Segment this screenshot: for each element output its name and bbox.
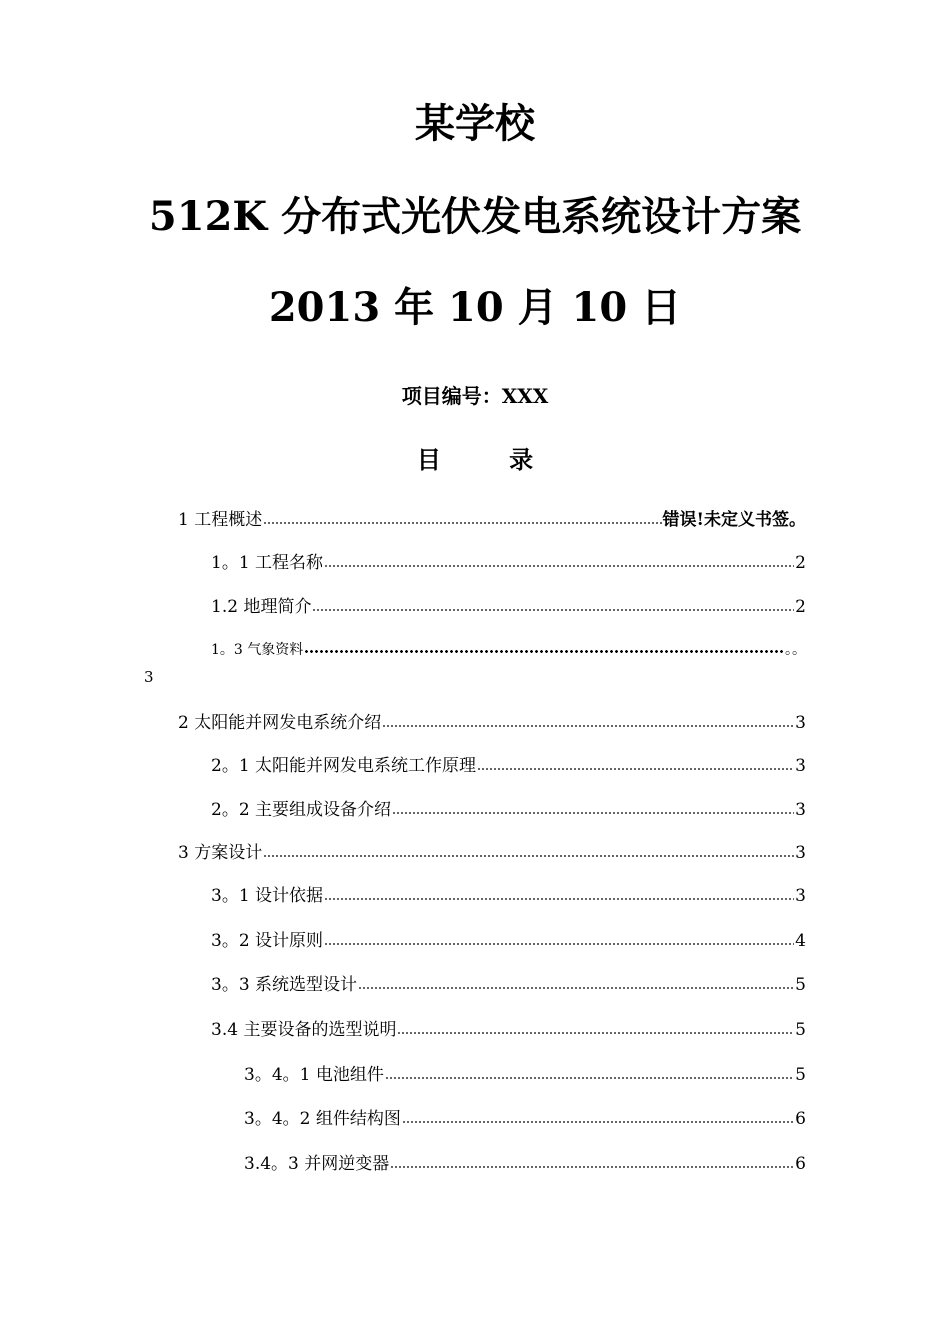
toc-entry-page: 2 — [795, 597, 806, 617]
toc-entry-label: 1。1 工程名称 — [211, 553, 324, 573]
toc-entry-page: 6 — [795, 1109, 806, 1129]
project-number: 项目编号：XXX — [401, 384, 549, 408]
toc-leader-dots — [477, 757, 794, 771]
toc-entry-label: 3。3 系统选型设计 — [211, 975, 358, 995]
toc-leader-dots — [358, 976, 794, 990]
toc-entry[interactable] — [211, 592, 806, 617]
toc-leader-dots — [402, 1110, 794, 1124]
toc-entry[interactable] — [178, 505, 806, 530]
toc-leader-dots — [324, 554, 794, 568]
toc-leader-dots — [397, 1021, 794, 1035]
toc-entry[interactable] — [211, 795, 806, 820]
toc-entry-page: 3 — [795, 713, 806, 733]
document-date: 2013 年 10 月 10 日 — [268, 284, 682, 331]
toc-entry-label: 2。2 主要组成设备介绍 — [211, 800, 392, 820]
toc-leader-dots — [392, 801, 794, 815]
toc-entry-label: 2 太阳能并网发电系统介绍 — [178, 713, 382, 733]
toc-leader-dots — [382, 714, 794, 728]
toc-entry[interactable] — [211, 639, 806, 659]
toc-entry-page: 3 — [795, 800, 806, 820]
toc-leader-dots — [263, 844, 794, 858]
toc-entry-label: 3。4。1 电池组件 — [244, 1065, 384, 1085]
toc-entry-label: 3。4。2 组件结构图 — [244, 1109, 401, 1129]
toc-entry-wrapped-page: 3 — [144, 668, 154, 686]
toc-entry-page: 5 — [795, 1020, 806, 1040]
toc-leader-dots — [390, 1155, 794, 1169]
toc-leader-dots — [324, 932, 794, 946]
toc-entry-page: 5 — [795, 975, 806, 995]
toc-leader-dots — [304, 640, 784, 654]
toc-entry[interactable] — [211, 926, 806, 951]
toc-entry-page: 4 — [795, 931, 806, 951]
toc-entry[interactable] — [211, 881, 806, 906]
toc-heading: 目 录 — [416, 445, 564, 474]
toc-entry-label: 1 工程概述 — [178, 510, 263, 530]
toc-entry[interactable] — [178, 708, 806, 733]
toc-entry-page: 3 — [795, 886, 806, 906]
toc-entry-label: 3.4 主要设备的选型说明 — [211, 1020, 397, 1040]
toc-entry[interactable] — [211, 1015, 806, 1040]
toc-entry-label: 3。2 设计原则 — [211, 931, 324, 951]
toc-entry[interactable] — [244, 1149, 806, 1174]
toc-entry-label: 1。3 气象资料 — [211, 642, 304, 658]
toc-entry-page: 错误!未定义书签。 — [662, 510, 806, 530]
toc-entry[interactable] — [211, 751, 806, 776]
toc-entry-label: 1.2 地理简介 — [211, 597, 312, 617]
document-subtitle: 512K 分布式光伏发电系统设计方案 — [148, 193, 802, 240]
document-title: 某学校 — [415, 100, 535, 147]
toc-entry-page: 。。 — [785, 642, 806, 658]
toc-entry-page: 3 — [795, 756, 806, 776]
toc-entry-label: 2。1 太阳能并网发电系统工作原理 — [211, 756, 477, 776]
toc-entry[interactable] — [211, 970, 806, 995]
toc-entry-page: 2 — [795, 553, 806, 573]
toc-entry-page: 5 — [795, 1065, 806, 1085]
toc-entry[interactable] — [211, 548, 806, 573]
toc-entry-page: 6 — [795, 1154, 806, 1174]
toc-leader-dots — [263, 511, 661, 525]
toc-leader-dots — [312, 598, 794, 612]
toc-entry[interactable] — [244, 1060, 806, 1085]
toc-entry-label: 3.4。3 并网逆变器 — [244, 1154, 390, 1174]
toc-entry-page: 3 — [795, 843, 806, 863]
toc-entry[interactable] — [178, 838, 806, 863]
toc-leader-dots — [324, 887, 794, 901]
toc-entry-label: 3 方案设计 — [178, 843, 263, 863]
toc-entry[interactable] — [244, 1104, 806, 1129]
toc-entry-label: 3。1 设计依据 — [211, 886, 324, 906]
toc-leader-dots — [385, 1066, 794, 1080]
